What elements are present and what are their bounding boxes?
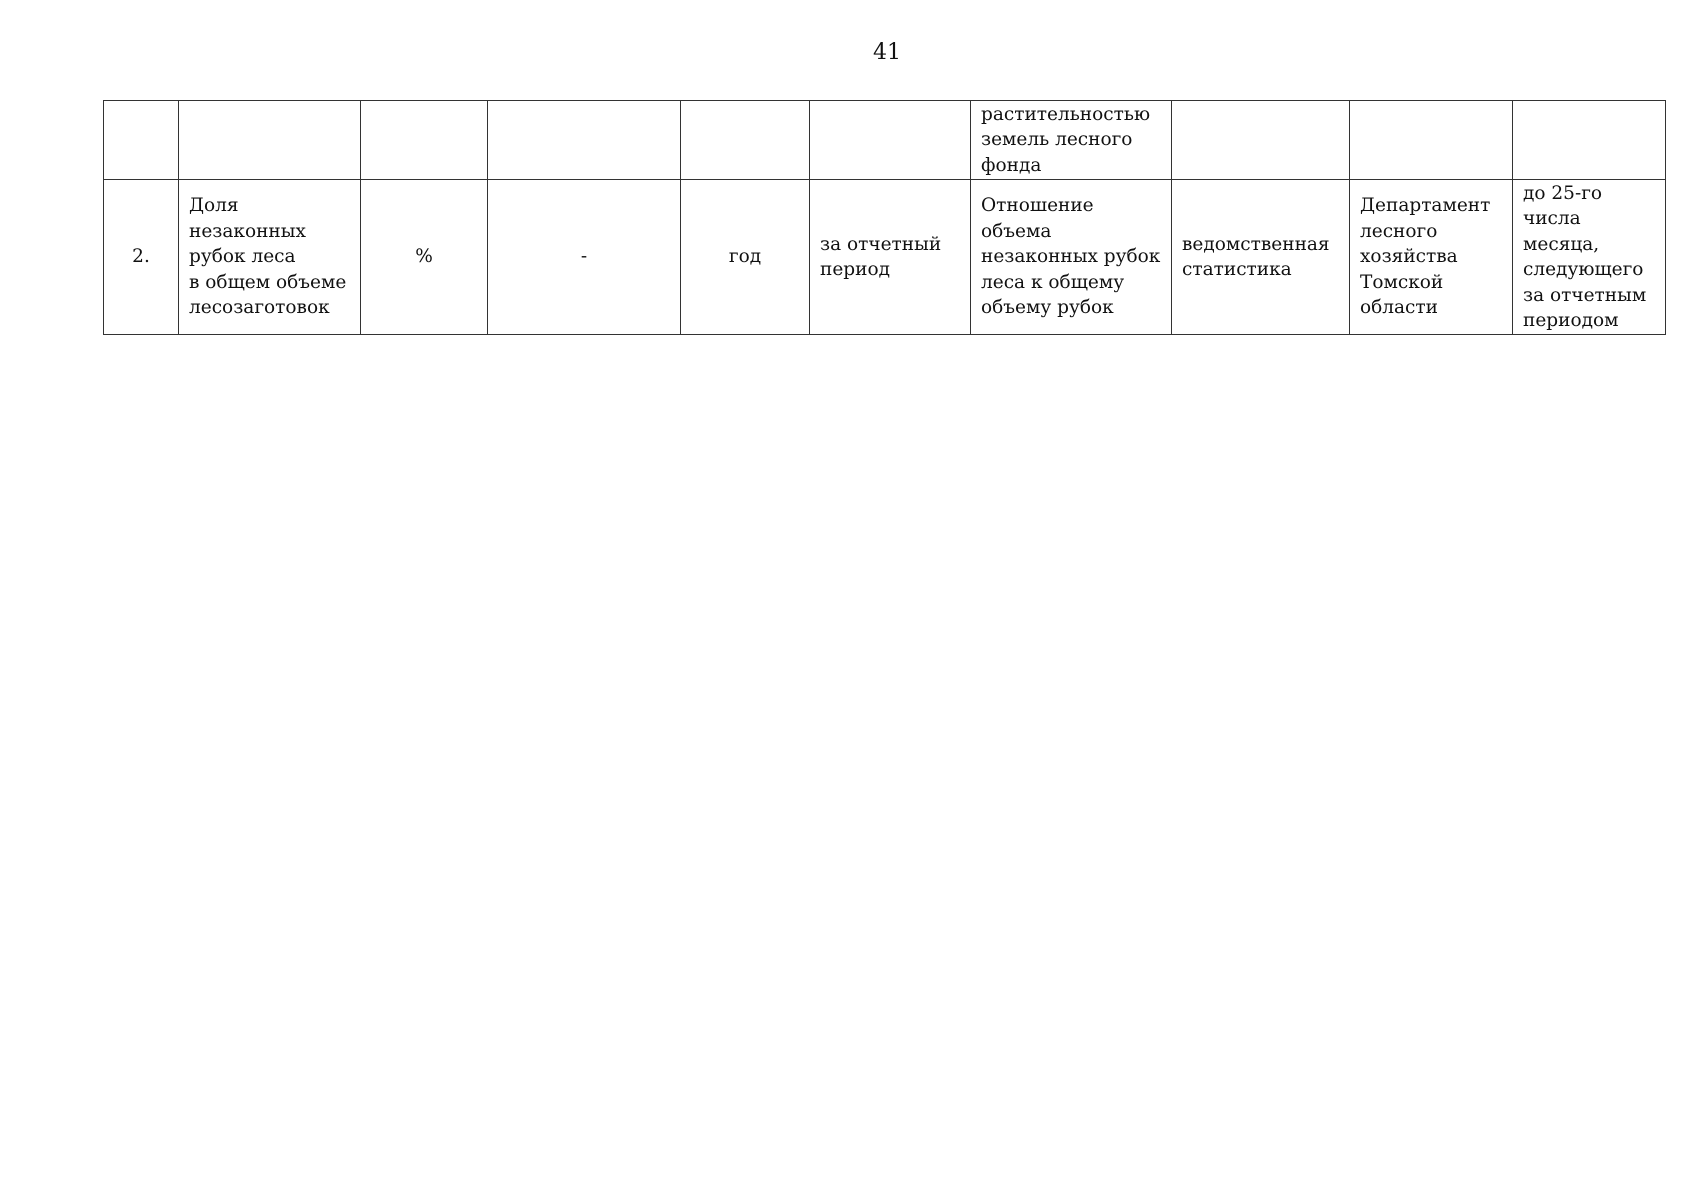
empty-cell [488, 101, 681, 180]
empty-cell [1513, 101, 1666, 180]
deadline-cell: до 25-го числа месяца, следующего за отчетным периодом [1513, 180, 1666, 335]
dash-cell: - [488, 180, 681, 335]
time-characteristic-cell: за отчетный период [810, 180, 971, 335]
empty-cell [810, 101, 971, 180]
empty-cell [1172, 101, 1350, 180]
table-row-continuation [104, 101, 1666, 180]
calculation-method-continuation-cell: растительностью земель лесного фонда [971, 101, 1172, 180]
empty-cell [179, 101, 361, 180]
empty-cell [361, 101, 488, 180]
page-number: 41 [873, 40, 901, 65]
calculation-method-cell: Отношение объема незаконных рубок леса к общему объему рубок [971, 180, 1172, 335]
periodicity-cell: год [681, 180, 810, 335]
empty-cell [1350, 101, 1513, 180]
unit-cell: % [361, 180, 488, 335]
indicators-table [103, 100, 1666, 335]
empty-cell [681, 101, 810, 180]
row-number-cell: 2. [104, 180, 179, 335]
data-source-cell: ведомственная статистика [1172, 180, 1350, 335]
responsible-cell: Департамент лесного хозяйства Томской области [1350, 180, 1513, 335]
table-row [104, 180, 1666, 335]
empty-cell [104, 101, 179, 180]
indicator-name-cell: Доля незаконных рубок леса в общем объеме лесозаготовок [179, 180, 361, 335]
